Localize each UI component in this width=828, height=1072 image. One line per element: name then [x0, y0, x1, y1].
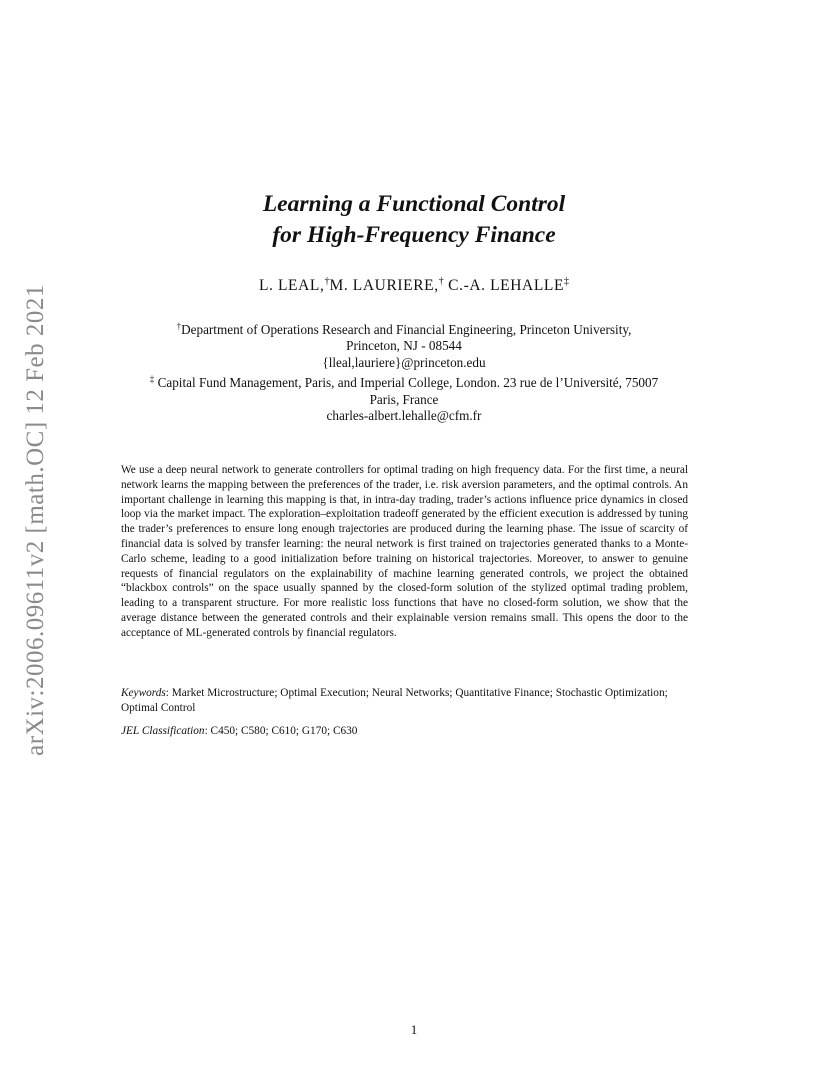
- author-lehalle: C.-A. LEHALLE: [443, 277, 565, 294]
- jel-label: JEL Classification: [121, 725, 205, 737]
- abstract-paragraph: We use a deep neural network to generate controllers for optimal trading on high frequency data. For the first time, a neural network learns the mapping between the preferences of the trader, i.e. risk aversion parameters, and the optimal controls. An important challenge in learning this mapping is that, in intra-day trading, trader’s actions influence price dynamics in closed loop via the market impact. The exploration–exploitation tradeoff generated by the efficient execution is addressed by tuning the trader’s preferences to ensure long enough trajectories are produced during the learning phase. The issue of scarcity of financial data is solved by transfer learning: the neural network is first trained on trajectories generated thanks to a Monte-Carlo scheme, leading to a good initialization before training on historical trajectories. Moreover, to answer to genuine requests of financial regulators on the explainability of machine learning generated controls, we project the obtained “blackbox controls” on the space usually spanned by the closed-form solution of the stylized optimal trading problem, leading to a transparent structure. For more realistic loss functions that have no closed-form solution, we show that the average distance between the generated controls and their explainable version remains small. This opens the door to the acceptance of ML-generated controls by financial regulators.: [121, 464, 688, 639]
- dagger-mark: †: [438, 276, 444, 287]
- paper-title: [0, 189, 828, 251]
- affiliation-email: charles-albert.lehalle@cfm.fr: [326, 408, 482, 424]
- jel-classification-line: [121, 724, 688, 739]
- keywords-text: : Market Microstructure; Optimal Execution; Neural Networks; Quantitative Finance; Stochastic Optimization; Optimal Control: [121, 687, 668, 714]
- title-line-2: for High-Frequency Finance: [272, 222, 556, 248]
- affiliation-line: Princeton, NJ - 08544: [346, 338, 462, 354]
- arxiv-identifier-stamp: arXiv:2006.09611v2 [math.OC] 12 Feb 2021: [22, 284, 49, 756]
- page-number: 1: [410, 1022, 418, 1037]
- keywords-label: Keywords: [121, 687, 166, 699]
- affiliation-email: {lleal,lauriere}@princeton.edu: [322, 354, 486, 370]
- affiliations: [100, 318, 708, 424]
- author-lauriere: M. LAURIERE,: [329, 277, 439, 294]
- double-dagger-mark: ‡: [149, 374, 155, 385]
- double-dagger-mark: ‡: [564, 276, 570, 287]
- dagger-mark: †: [324, 276, 330, 287]
- title-line-1: Learning a Functional Control: [262, 191, 566, 217]
- jel-text: : C450; C580; C610; G170; C630: [204, 725, 358, 737]
- affiliation-line: ‡ Capital Fund Management, Paris, and Imperial College, London. 23 rue de l’Université, 75007: [149, 374, 659, 391]
- author-list: [0, 276, 828, 295]
- keywords-line: [121, 686, 688, 716]
- affiliation-line: †Department of Operations Research and Financial Engineering, Princeton University,: [176, 321, 632, 337]
- dagger-mark: †: [176, 321, 182, 331]
- affiliation-line: Paris, France: [369, 391, 439, 407]
- author-leal: L. LEAL,: [258, 277, 325, 294]
